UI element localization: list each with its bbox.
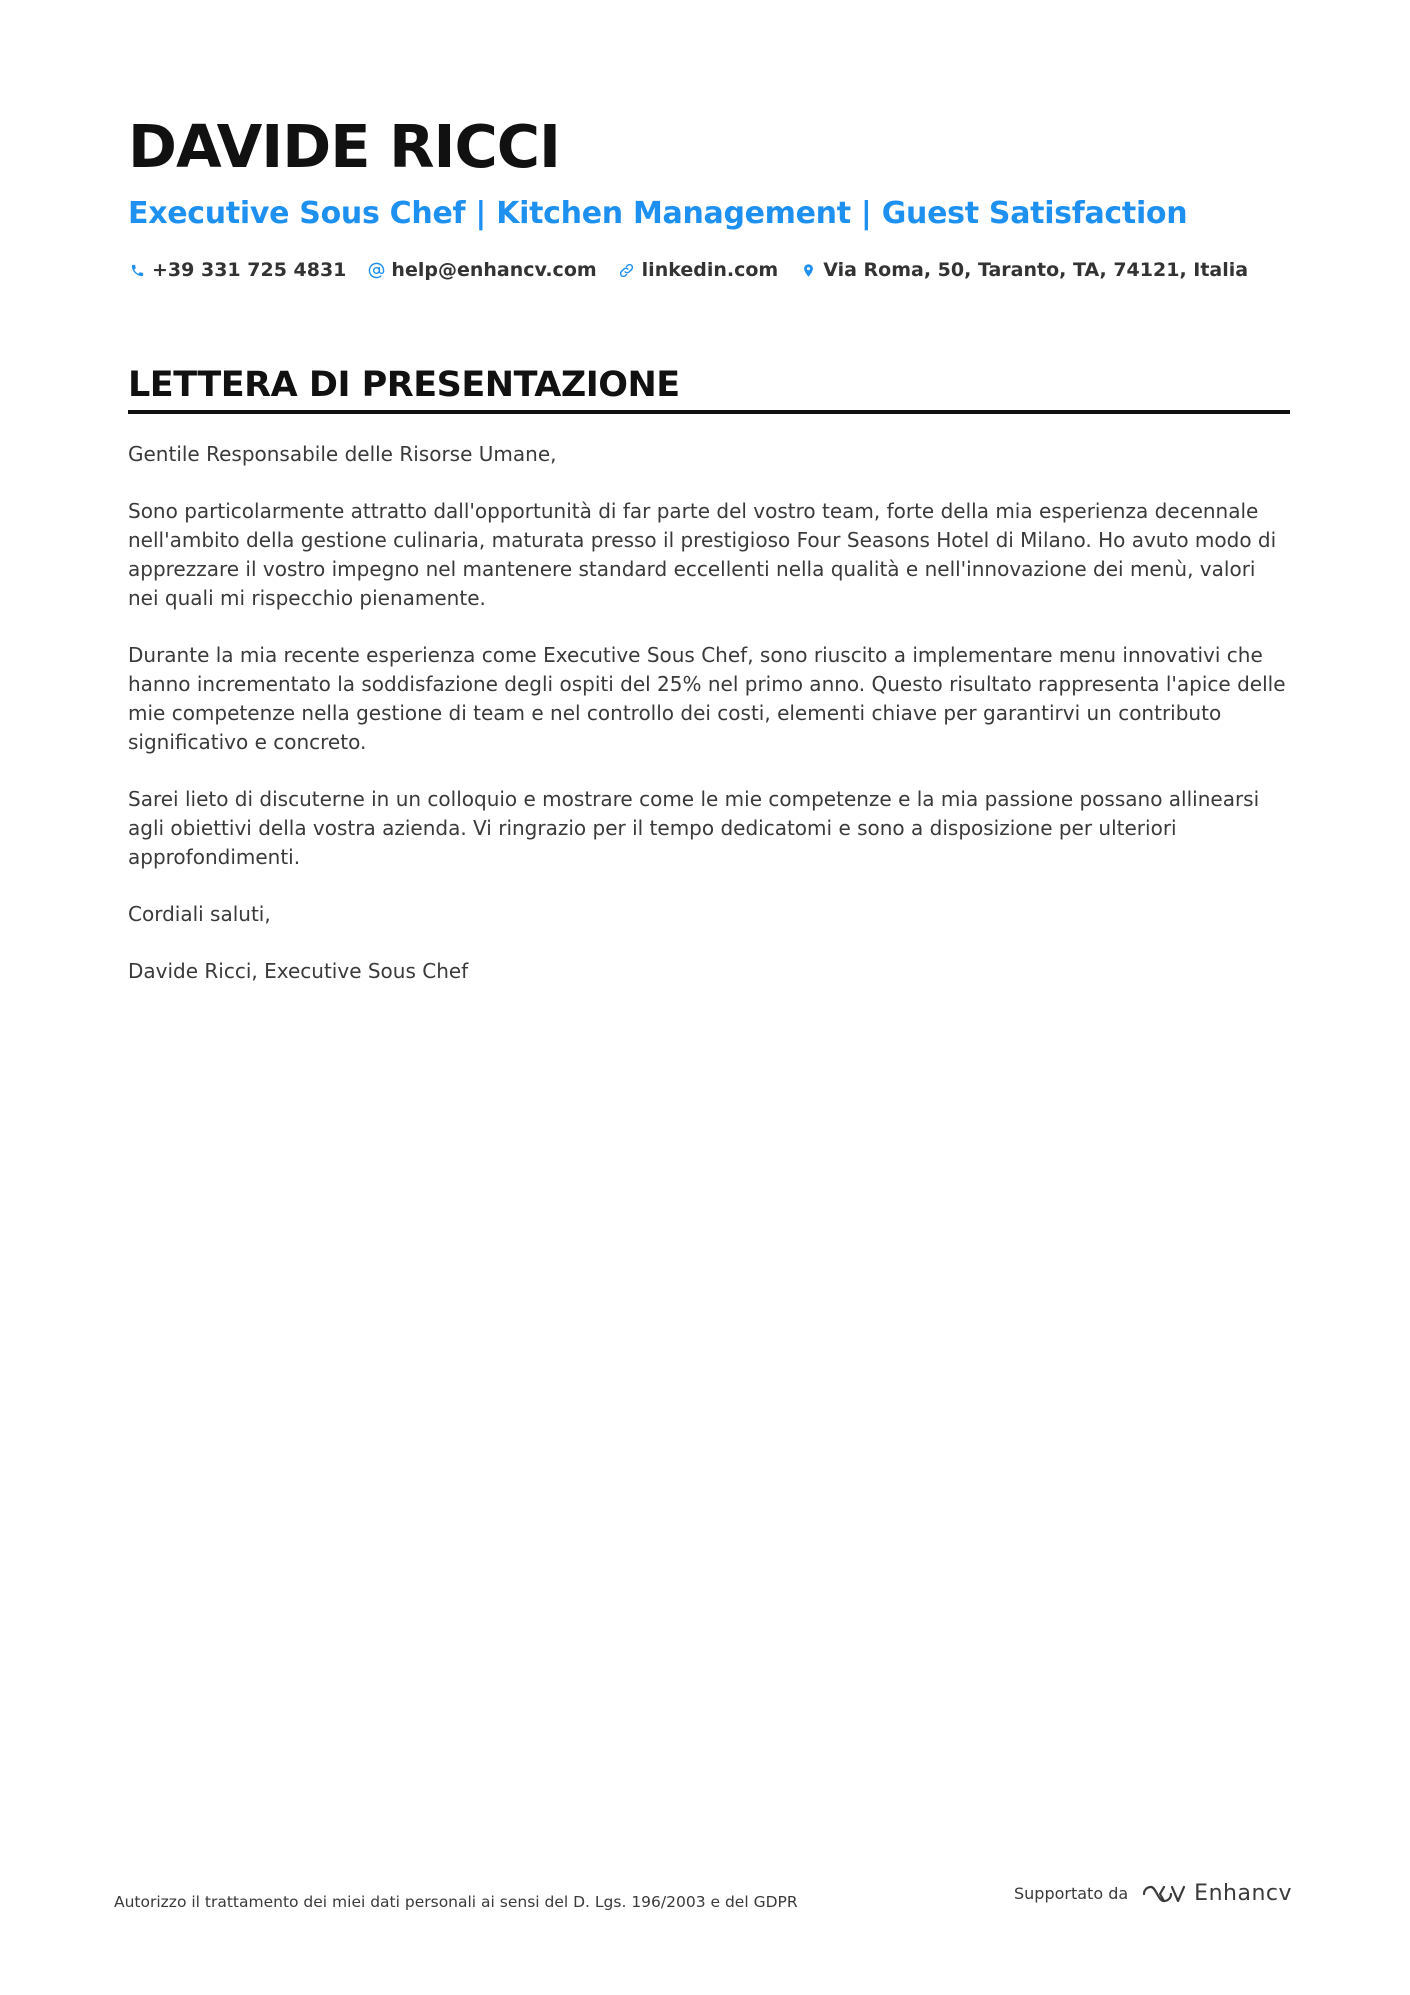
- gdpr-consent: Autorizzo il trattamento dei miei dati personali ai sensi del D. Lgs. 196/2003 e del GDPR: [114, 1893, 798, 1911]
- link-icon: [618, 261, 636, 279]
- contact-bar: [128, 256, 1290, 284]
- letter-signature: Davide Ricci, Executive Sous Chef: [128, 959, 469, 983]
- section-header: [128, 362, 1290, 414]
- letter-greeting: Gentile Responsabile delle Risorse Umane,: [128, 442, 557, 466]
- contact-address-text: Via Roma, 50, Taranto, TA, 74121, Italia: [823, 259, 1249, 281]
- contact-linkedin[interactable]: [618, 259, 779, 281]
- candidate-name: DAVIDE RICCI: [128, 112, 560, 181]
- letter-paragraph: Durante la mia recente esperienza come Executive Sous Chef, sono riuscito a implementare menu innovativi che hanno incrementato la soddisfazione degli ospiti del 25% nel primo anno. Questo risultato rappresenta l'apice delle mie competenze nella gestione di team e nel controllo dei costi, elementi chiave per garantirvi un contributo significativo e concreto.: [128, 643, 1286, 754]
- powered-by[interactable]: [1014, 1881, 1292, 1906]
- contact-linkedin-text: linkedin.com: [641, 259, 779, 281]
- contact-email[interactable]: [367, 259, 596, 281]
- letter-body: [128, 440, 1290, 986]
- powered-by-label: Supportato da: [1014, 1884, 1129, 1903]
- contact-phone-text: +39 331 725 4831: [152, 259, 347, 281]
- brand-name: Enhancv: [1194, 1881, 1292, 1906]
- phone-icon: [128, 261, 146, 279]
- enhancv-logo-icon: [1140, 1882, 1186, 1906]
- candidate-title: Executive Sous Chef | Kitchen Management | Guest Satisfaction: [128, 196, 1188, 231]
- location-pin-icon: [799, 261, 817, 279]
- letter-closing: Cordiali saluti,: [128, 902, 271, 926]
- contact-email-text: help@enhancv.com: [391, 259, 597, 281]
- contact-address: [799, 259, 1248, 281]
- cover-letter-page: [128, 112, 1290, 1014]
- section-title: LETTERA DI PRESENTAZIONE: [128, 365, 680, 405]
- letter-paragraph: Sono particolarmente attratto dall'opportunità di far parte del vostro team, forte della mia esperienza decennale nell'ambito della gestione culinaria, maturata presso il prestigioso Four Seasons Hotel di Milano. Ho avuto modo di apprezzare il vostro impegno nel mantenere standard eccellenti nella qualità e nell'innovazione dei menù, valori nei quali mi rispecchio pienamente.: [128, 499, 1277, 610]
- contact-phone[interactable]: [128, 259, 346, 281]
- at-icon: [367, 261, 385, 279]
- letter-paragraph: Sarei lieto di discuterne in un colloquio e mostrare come le mie competenze e la mia passione possano allinearsi agli obiettivi della vostra azienda. Vi ringrazio per il tempo dedicatomi e sono a disposizione per ulteriori approfondimenti.: [128, 787, 1260, 869]
